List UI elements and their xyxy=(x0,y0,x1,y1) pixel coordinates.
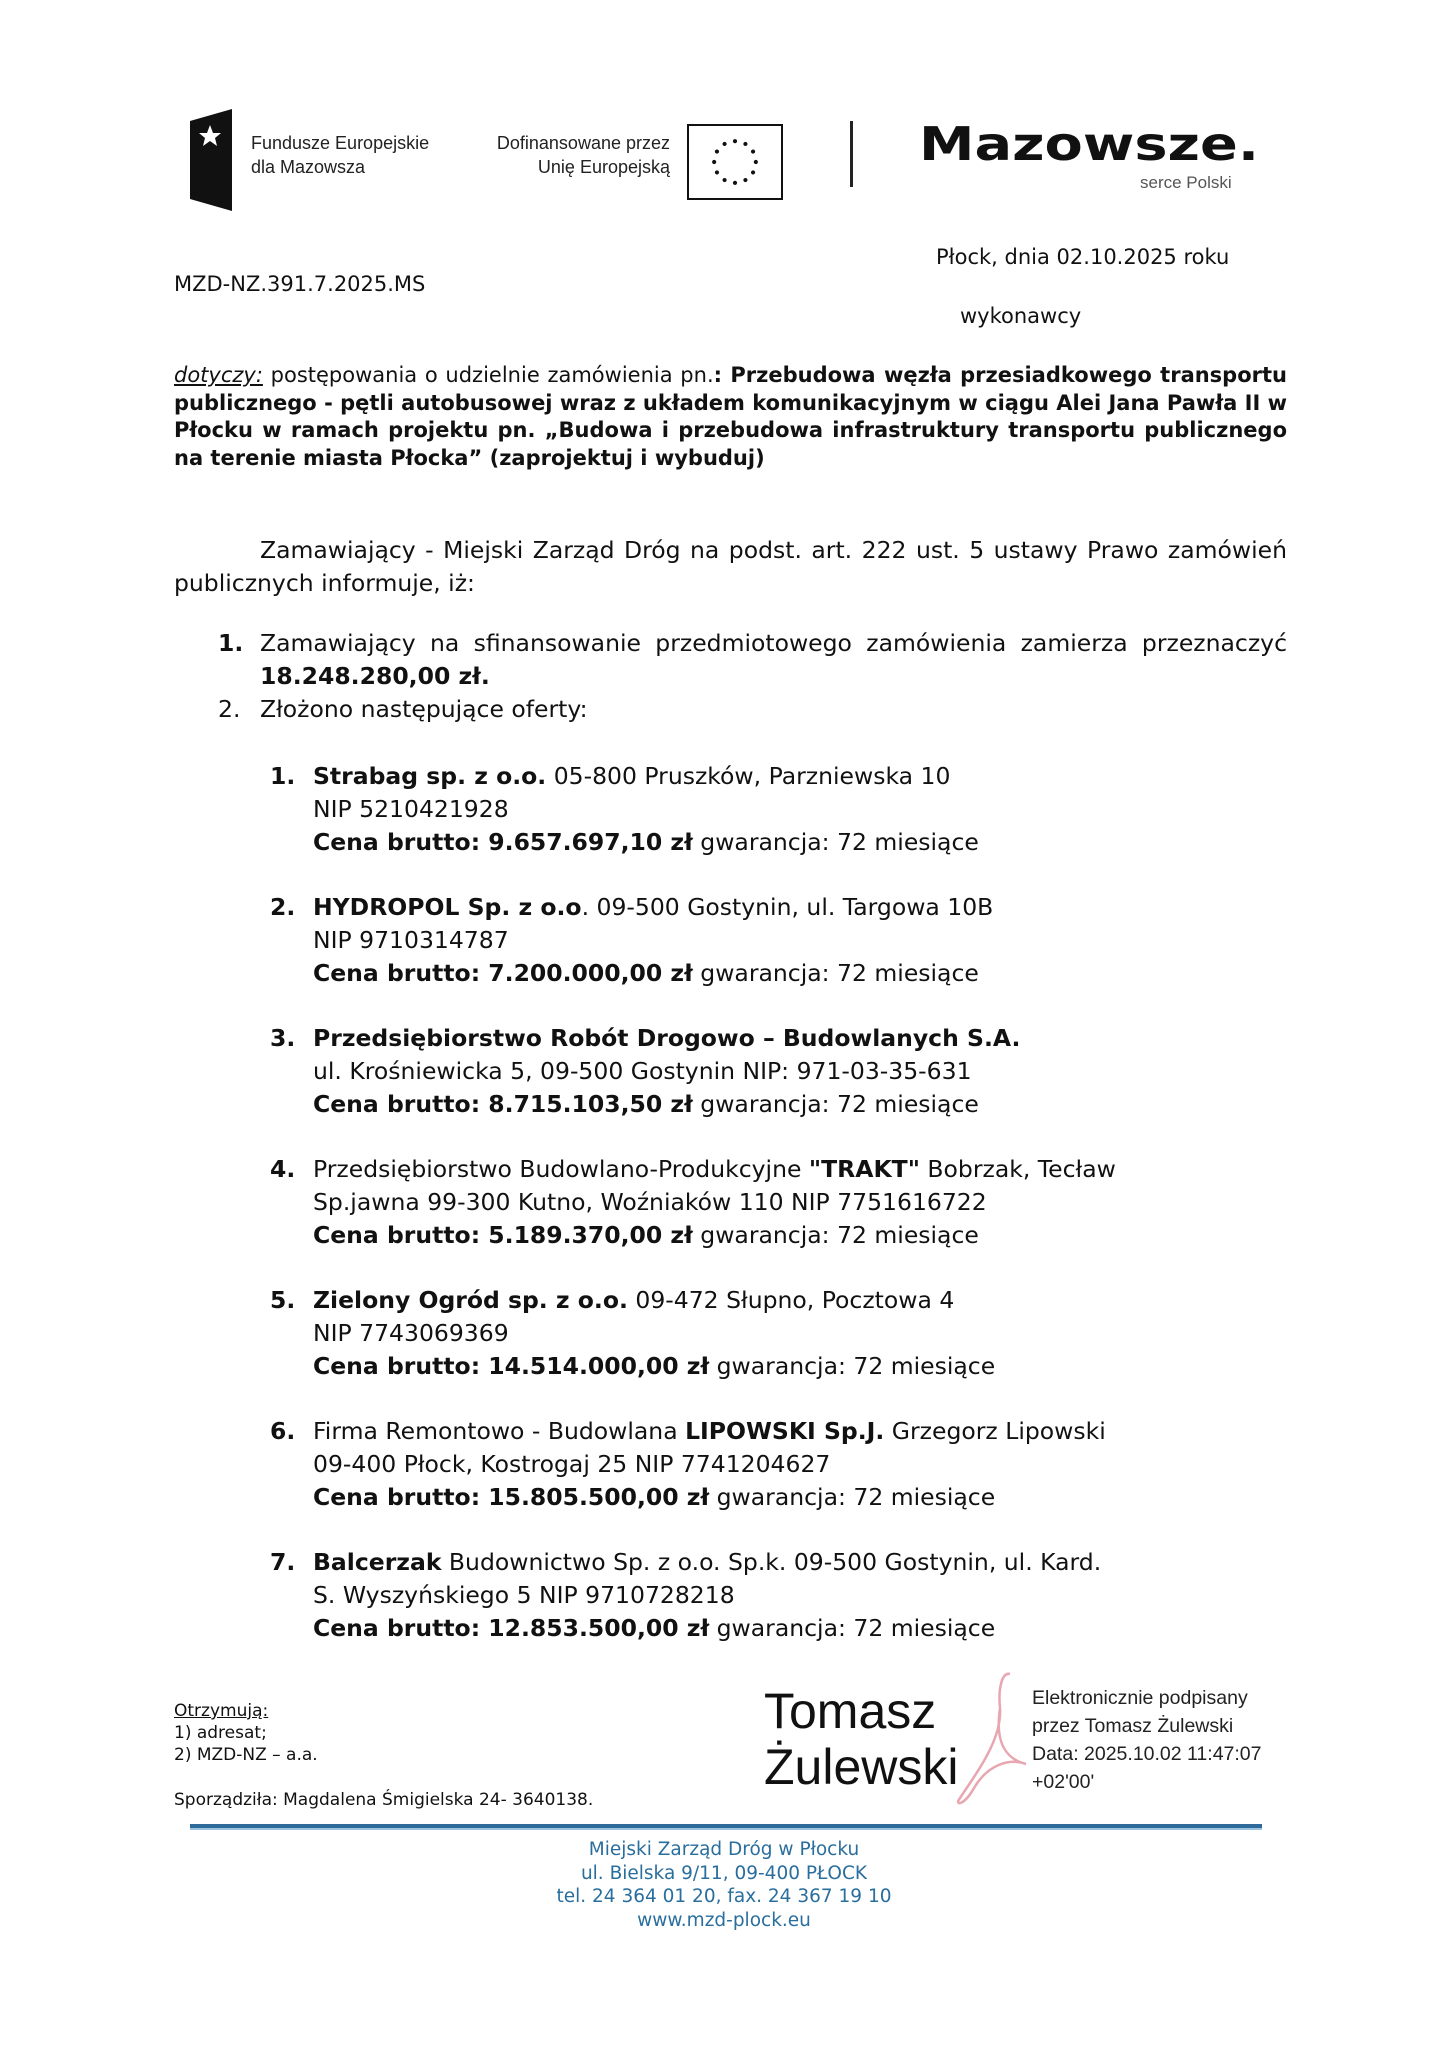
list-item-budget xyxy=(174,627,1287,693)
offer-number: 3. xyxy=(270,1024,296,1052)
eu-cofinancing-text xyxy=(470,131,670,179)
offer-address-nip: ul. Krośniewicka 5, 09-500 Gostynin NIP: 971-03-35-631 xyxy=(313,1057,972,1085)
eu-star xyxy=(733,139,737,143)
offer-address: . 09-500 Gostynin, ul. Targowa 10B xyxy=(581,893,994,921)
subject-intro: postępowania o udzielnie zamówienia pn. xyxy=(262,363,714,387)
footer-org-name: Miejski Zarząd Dróg w Płocku xyxy=(588,1839,860,1860)
subject-title: Przebudowa węzła przesiadkowego transportu publicznego - pętli autobusowej wraz z układem komunikacyjnym w ciągu Alei Jana Pawła II w Płocku w ramach projektu pn. „Budowa i przebudowa infrastruktury transportu publicznego na terenie miasta Płocka” (zaprojektuj i wybuduj) xyxy=(174,363,1287,470)
list-item-offers xyxy=(174,693,1287,726)
list-number: 1. xyxy=(218,629,244,657)
signature-line: przez Tomasz Żulewski xyxy=(1032,1715,1234,1737)
offer-item xyxy=(270,1546,1290,1645)
offer-company: Zielony Ogród sp. z o.o. xyxy=(313,1286,628,1314)
offer-price: 12.853.500,00 zł xyxy=(488,1614,710,1642)
offer-price: 14.514.000,00 zł xyxy=(488,1352,710,1380)
header-divider xyxy=(850,121,853,187)
offer-price: 8.715.103,50 zł xyxy=(488,1090,693,1118)
offer-number: 5. xyxy=(270,1286,296,1314)
eu-star xyxy=(715,170,719,174)
eu-star xyxy=(743,178,747,182)
offer-warranty: gwarancja: 72 miesiące xyxy=(709,1352,996,1380)
price-label: Cena brutto: xyxy=(313,959,489,987)
price-label: Cena brutto: xyxy=(313,1352,489,1380)
eu-star xyxy=(743,142,747,146)
offer-item xyxy=(270,760,1290,859)
budget-text: Zamawiający na sfinansowanie przedmiotowego zamówienia zamierza przeznaczyć xyxy=(260,629,1287,657)
footer-address: ul. Bielska 9/11, 09-400 PŁOCK xyxy=(580,1862,868,1884)
eu-star xyxy=(754,160,758,164)
mazowsze-logo xyxy=(915,116,1265,170)
signature-last-name: Żulewski xyxy=(764,1739,959,1795)
eu-line1: Dofinansowane przez xyxy=(496,133,670,153)
signature-date: Data: 2025.10.02 11:47:07 xyxy=(1032,1743,1262,1765)
offer-number: 1. xyxy=(270,762,296,790)
distribution-item: 2) MZD-NZ – a.a. xyxy=(174,1745,318,1765)
offer-company: LIPOWSKI Sp.J. xyxy=(685,1417,885,1445)
offer-address: Grzegorz Lipowski xyxy=(884,1417,1106,1445)
offer-address-nip: 09-400 Płock, Kostrogaj 25 NIP 7741204627 xyxy=(313,1450,831,1478)
offer-item xyxy=(270,891,1290,990)
offer-nip: NIP 7743069369 xyxy=(313,1319,509,1347)
offer-company-prefix: Przedsiębiorstwo Budowlano-Produkcyjne xyxy=(313,1155,809,1183)
eu-line2: Unię Europejską xyxy=(537,157,670,177)
reference-number: MZD-NZ.391.7.2025.MS xyxy=(174,272,426,296)
intro-paragraph: Zamawiający - Miejski Zarząd Dróg na podst. art. 222 ust. 5 ustawy Prawo zamówień publicznych informuje, iż: xyxy=(174,536,1287,597)
eu-star xyxy=(751,170,755,174)
footer-divider xyxy=(190,1824,1262,1830)
fe-logo-line2: dla Mazowsza xyxy=(251,157,366,177)
offer-address: Bobrzak, Tecław xyxy=(919,1155,1116,1183)
offer-price: 15.805.500,00 zł xyxy=(488,1483,710,1511)
offer-item xyxy=(270,1284,1290,1383)
offer-company: Balcerzak xyxy=(313,1548,442,1576)
offer-warranty: gwarancja: 72 miesiące xyxy=(692,828,979,856)
budget-amount: 18.248.280,00 zł. xyxy=(260,662,490,690)
offer-warranty: gwarancja: 72 miesiące xyxy=(692,959,979,987)
signature-line: Elektronicznie podpisany xyxy=(1032,1687,1248,1709)
subject-label: dotyczy: xyxy=(174,363,263,387)
distribution-item: 1) adresat; xyxy=(174,1723,267,1743)
eu-star xyxy=(751,149,755,153)
eu-star xyxy=(715,149,719,153)
offer-company: Przedsiębiorstwo Robót Drogowo – Budowlanych S.A. xyxy=(313,1024,1021,1052)
price-label: Cena brutto: xyxy=(313,1221,489,1249)
offer-warranty: gwarancja: 72 miesiące xyxy=(709,1614,996,1642)
eu-star xyxy=(722,178,726,182)
offer-item xyxy=(270,1153,1290,1252)
list-number: 2. xyxy=(218,695,241,723)
offer-nip: NIP 5210421928 xyxy=(313,795,509,823)
offer-company: HYDROPOL Sp. z o.o xyxy=(313,893,582,921)
subject-paragraph xyxy=(174,362,1287,472)
eu-star xyxy=(722,142,726,146)
offer-address: 05-800 Pruszków, Parzniewska 10 xyxy=(546,762,951,790)
offer-number: 4. xyxy=(270,1155,296,1183)
offer-warranty: gwarancja: 72 miesiące xyxy=(709,1483,996,1511)
footer-phone: tel. 24 364 01 20, fax. 24 367 19 10 xyxy=(556,1886,892,1907)
place-date: Płock, dnia 02.10.2025 roku xyxy=(936,245,1230,269)
eu-star xyxy=(712,160,716,164)
price-label: Cena brutto: xyxy=(313,1483,489,1511)
acrobat-signature-mark-icon xyxy=(940,1668,1030,1808)
offer-nip: NIP 9710314787 xyxy=(313,926,509,954)
offer-item xyxy=(270,1022,1290,1121)
price-label: Cena brutto: xyxy=(313,1614,489,1642)
subject-colon: : xyxy=(713,363,723,387)
offer-number: 7. xyxy=(270,1548,296,1576)
offer-company: Strabag sp. z o.o. xyxy=(313,762,547,790)
eu-star xyxy=(733,181,737,185)
eu-flag-icon xyxy=(687,124,783,200)
footer-website[interactable]: www.mzd-plock.eu xyxy=(637,1909,811,1931)
offer-address: Budownictwo Sp. z o.o. Sp.k. 09-500 Gostynin, ul. Kard. xyxy=(441,1548,1102,1576)
recipient: wykonawcy xyxy=(960,304,1082,328)
offer-company-prefix: Firma Remontowo - Budowlana xyxy=(313,1417,686,1445)
mazowsze-tagline: serce Polski xyxy=(1140,173,1232,192)
offer-company: "TRAKT" xyxy=(808,1155,920,1183)
footer xyxy=(400,1838,1048,1932)
offer-address: 09-472 Słupno, Pocztowa 4 xyxy=(627,1286,955,1314)
offer-number: 6. xyxy=(270,1417,296,1445)
fe-logo-text xyxy=(251,131,429,179)
offer-address-nip: S. Wyszyńskiego 5 NIP 9710728218 xyxy=(313,1581,735,1609)
offer-item xyxy=(270,1415,1290,1514)
signature-timezone: +02'00' xyxy=(1032,1771,1095,1793)
signature-details xyxy=(1032,1684,1262,1796)
fe-logo-line1: Fundusze Europejskie xyxy=(251,133,430,153)
prepared-by: Sporządziła: Magdalena Śmigielska 24- 3640138. xyxy=(174,1790,594,1810)
offers-heading: Złożono następujące oferty: xyxy=(260,695,588,723)
fundusze-europejskie-logo-icon xyxy=(186,107,236,211)
distribution-header: Otrzymują: xyxy=(174,1701,269,1721)
offer-price: 9.657.697,10 zł xyxy=(488,828,693,856)
mazowsze-logo-text: Mazowsze. xyxy=(919,117,1259,170)
offer-number: 2. xyxy=(270,893,296,921)
price-label: Cena brutto: xyxy=(313,1090,489,1118)
offer-price: 7.200.000,00 zł xyxy=(488,959,693,987)
signature-first-name: Tomasz xyxy=(764,1683,937,1739)
price-label: Cena brutto: xyxy=(313,828,489,856)
offer-warranty: gwarancja: 72 miesiące xyxy=(692,1221,979,1249)
offer-price: 5.189.370,00 zł xyxy=(488,1221,693,1249)
offer-warranty: gwarancja: 72 miesiące xyxy=(692,1090,979,1118)
offer-address-nip: Sp.jawna 99-300 Kutno, Woźniaków 110 NIP 7751616722 xyxy=(313,1188,987,1216)
distribution-list xyxy=(174,1700,318,1766)
